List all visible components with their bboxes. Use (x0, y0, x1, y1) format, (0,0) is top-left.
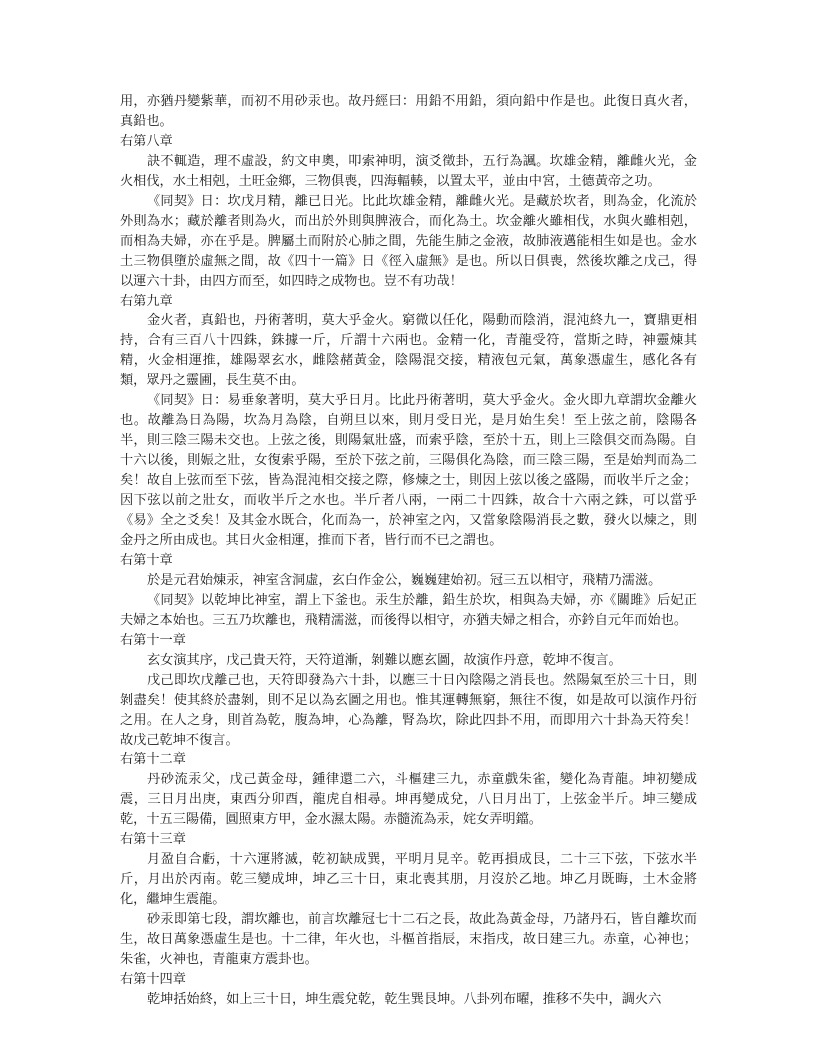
paragraph-verse-11: 玄女演其序，戊己貴天符，天符道漸，剝難以應玄圖，故演作丹意，乾坤不復言。 (147, 652, 622, 668)
section-heading-11: 右第十一章 (120, 632, 186, 648)
document-text (120, 92, 697, 1010)
paragraph-commentary-13: 砂汞即第七段，謂坎離也，前言坎離冠七十二石之長，故此為黃金母，乃諸丹石，皆自離坎而生，故日萬象憑虛生是也。十二律，年火也，斗樞首指辰，末指戌，故日建三九。赤童，心神也；朱雀，火神也，青龍東方震卦也。 (120, 912, 697, 967)
section-heading-8: 右第八章 (120, 133, 173, 149)
paragraph-commentary-9: 《同契》日：易垂象著明，莫大乎日月。比此丹術著明，莫大乎金火。金火即九章謂坎金離火也。故離為日為陽，坎為月為陰，自朔旦以來，則月受日光，是月始生矣！至上弦之前，陰陽各半，則三陰三陽未交也。上弦之後，則陽氣壯盛，而索乎陰，至於十五，則上三陰俱交而為陽。自十六以後，則娠之壯，女復索乎陽，至於下弦之前，三陽俱化為陰，而三陰三陽，至是始判而為二矣！故自上弦而至下弦，皆為混沌相交接之際，修煉之士，則因上弦以後之盛陽，而收半斤之金；因下弦以前之壯女，而收半斤之水也。半斤者八兩，一兩二十四銖，故合十六兩之銖，可以當乎《易》全之爻矣！及其金水既合，化而為一，於神室之內，又當象陰陽消長之數，發火以煉之，則金丹之所由成也。其日火金相運，推而下者，皆行而不已之謂也。 (120, 393, 697, 548)
paragraph-verse-13: 月盈自合虧，十六運將滅，乾初缺成巽，平明月見辛。乾再損成艮，二十三下弦，下弦水半斤，月出於丙南。乾三變成坤，坤乙三十日，東北喪其朋，月沒於乙地。坤乙月既晦，土木金將化，繼坤生震龍。 (120, 852, 697, 908)
section-heading-13: 右第十三章 (120, 832, 186, 848)
paragraph-verse-10: 於是元君始煉汞，神室含洞虛，玄白作金公，巍巍建始初。冠三五以相守，飛精乃濡滋。 (147, 572, 662, 588)
section-heading-14: 右第十四章 (120, 971, 186, 987)
paragraph-verse-8: 訣不輒造，理不虛設，約文申奧，叩索神明，演爻徵卦，五行為諷。坎雄金精，離雌火光，金火相伐，水土相剋，土旺金鄉，三物俱喪，四海輻輳，以置太平，並由中宮，土德黃帝之功。 (120, 153, 697, 189)
section-heading-9: 右第九章 (120, 293, 173, 309)
paragraph-commentary-11: 戊己即坎戊離己也，天符即發為六十卦，以應三十日內陰陽之消長也。然陽氣至於三十日，則剝盡矣！使其終於盡剝，則不足以為玄圖之用也。惟其運轉無窮，無往不復，如是故可以演作丹衍之用。在人之身，則首為乾，腹為坤，心為離，腎為坎，除此四卦不用，而即用六十卦為天符矣！故戊己乾坤不復言。 (120, 672, 697, 748)
paragraph-verse-14: 乾坤括始終，如上三十日，坤生震兌乾，乾生巽艮坤。八卦列布曜，推移不失中，調火六 (147, 991, 662, 1007)
section-heading-10: 右第十章 (120, 552, 173, 568)
paragraph-verse-9: 金火者，真鉛也，丹術著明，莫大乎金火。窮微以任化，陽動而陰消，混沌終九一，寶鼎更相持，合有三百八十四銖，銖據一斤，斤謂十六兩也。金精一化，青龍受符，當斯之時，神靈煉其精，火金相運推，雄陽翠玄水，雌陰赭黃金，陰陽混交接，精液包元氣，萬象憑虛生，感化各有類，眾丹之靈圃，長生莫不由。 (120, 313, 697, 389)
section-heading-12: 右第十二章 (120, 752, 186, 768)
paragraph-commentary-10: 《同契》以乾坤比神室，謂上下釜也。汞生於離，鉛生於坎，相與為夫婦，亦《關雎》后妃正夫婦之本始也。三五乃坎離也，飛精濡滋，而後得以相守，亦猶夫婦之相合，亦鈐自元年而始也。 (120, 592, 697, 628)
paragraph-verse-12: 丹砂流汞父，戊己黃金母，鍾律還二六，斗樞建三九，赤童戲朱雀，變化為青龍。坤初變成震，三日月出庚，東西分卯酉，龍虎自相尋。坤再變成兌，八日月出丁，上弦金半斤。坤三變成乾，十五三陽備，圓照東方甲，金水濕太陽。赤髓流為汞，姹女弄明鐺。 (120, 772, 697, 828)
paragraph-commentary-8: 《同契》日：坎戊月精，離已日光。比此坎雄金精，離雌火光。是藏於坎者，則為金，化流於外則為水；藏於離者則為火，而出於外則與脾液合，而化為土。坎金離火雖相伐，水與火雖相剋，而相為夫婦，亦在乎是。脾屬土而附於心肺之間，先能生肺之金液，故肺液邁能相生如是也。金水土三物俱墮於虛無之間，故《四十一篇》日《徑入虛無》是也。所以日俱喪，然後坎離之戊己，得以運六十卦，由四方而至，如四時之成物也。豈不有功哉！ (120, 193, 697, 289)
paragraph-continuation: 用，亦猶丹變紫華，而初不用砂汞也。故丹經曰：用鉛不用鉛，須向鉛中作是也。此復日真火者，真鉛也。 (120, 94, 697, 129)
